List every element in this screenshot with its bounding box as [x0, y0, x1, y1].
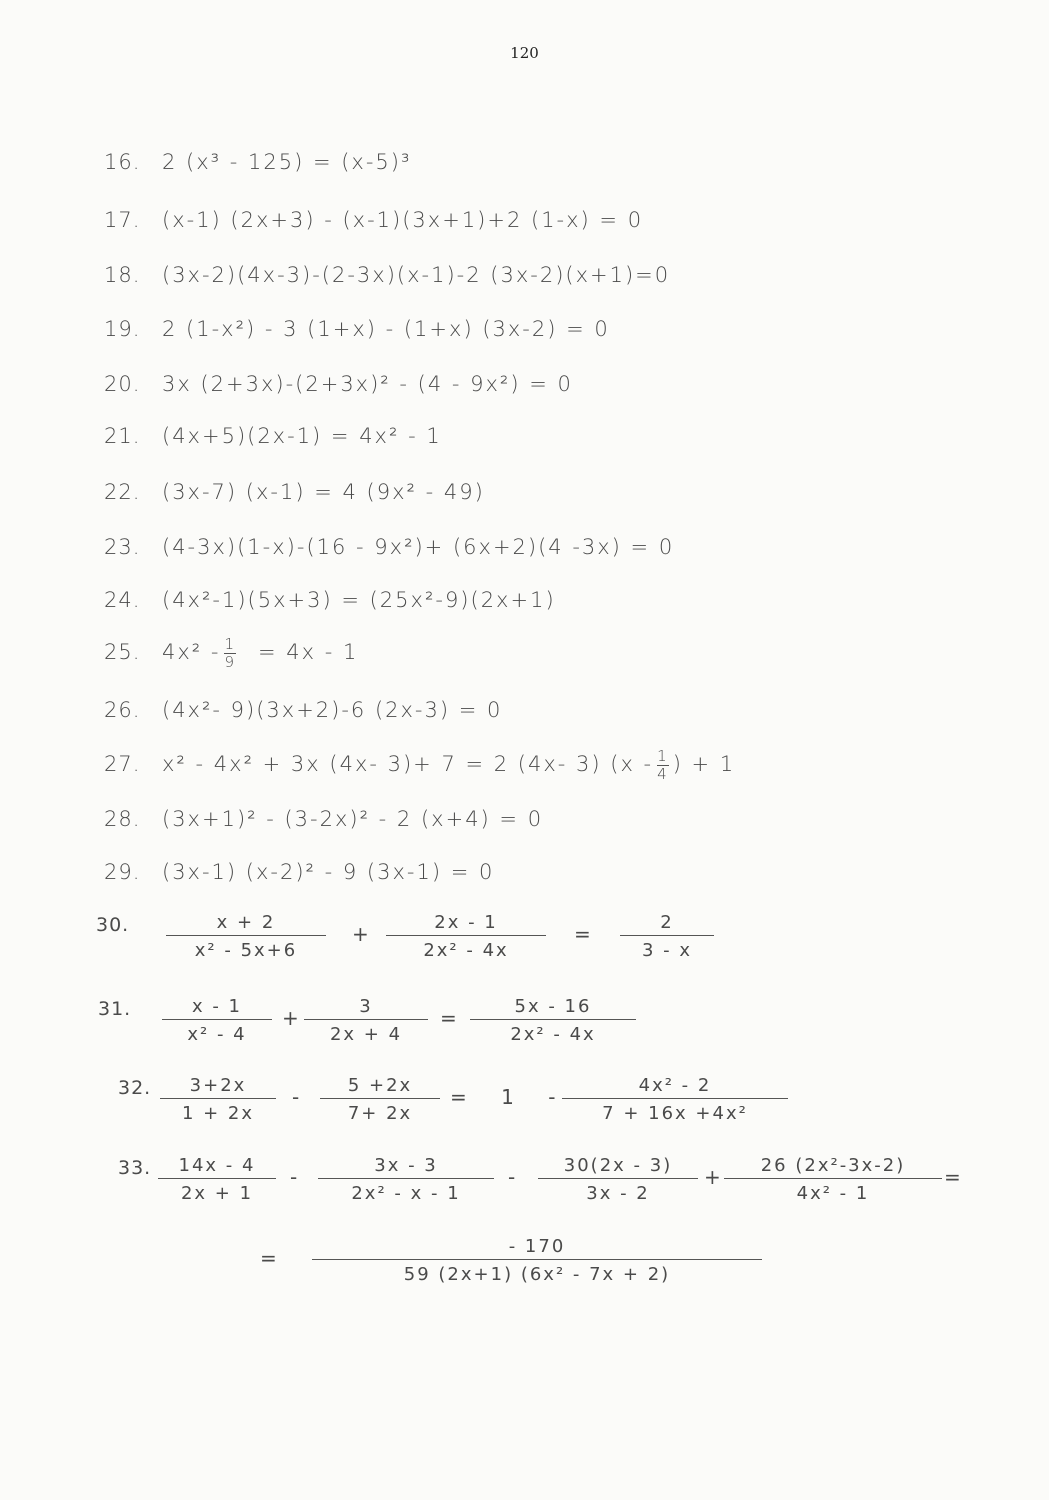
equation-33-result [260, 1236, 780, 1296]
equation-number: 24. [104, 588, 141, 612]
equation-25 [104, 636, 358, 670]
operator: = [440, 1006, 457, 1030]
equation-number: 18. [104, 263, 141, 287]
operator: - [292, 1085, 300, 1109]
fraction-numerator: x - 1 [191, 996, 243, 1017]
fraction-numerator: 4x² - 2 [638, 1075, 712, 1096]
fraction-denominator: 2x + 4 [329, 1024, 403, 1045]
operator: + [704, 1165, 721, 1189]
fraction-denominator: 3x - 2 [586, 1183, 650, 1204]
equation-number: 17. [104, 208, 141, 232]
fraction-numerator: 5 +2x [347, 1075, 413, 1096]
equation-text: 3x (2+3x)-(2+3x)² - (4 - 9x²) = 0 [162, 372, 573, 396]
fraction-denominator: 4 [657, 764, 669, 783]
fraction-numerator: 2 [660, 912, 674, 933]
equation-number: 28. [104, 807, 141, 831]
equation-number: 25. [104, 640, 141, 664]
operator: + [282, 1006, 299, 1030]
fraction-numerator: 3+2x [189, 1075, 247, 1096]
equation-24 [104, 588, 556, 612]
fraction-numerator: 5x - 16 [514, 996, 592, 1017]
equation-number: 23. [104, 535, 141, 559]
fraction-4 [724, 1155, 942, 1204]
equation-number: 22. [104, 480, 141, 504]
equation-text: (4-3x)(1-x)-(16 - 9x²)+ (6x+2)(4 -3x) = 0 [162, 535, 675, 559]
fraction-numerator: 2x - 1 [434, 912, 498, 933]
fraction-numerator: 26 (2x²-3x-2) [760, 1155, 906, 1176]
operator: - [508, 1165, 516, 1189]
fraction-1 [166, 912, 326, 961]
equation-number: 32. [118, 1077, 152, 1099]
operator: = [944, 1165, 961, 1189]
fraction-2 [304, 996, 428, 1045]
fraction-denominator: 59 (2x+1) (6x² - 7x + 2) [403, 1264, 671, 1285]
inline-fraction [224, 636, 236, 670]
equation-17 [104, 208, 643, 232]
fraction-numerator: x + 2 [216, 912, 276, 933]
equation-29 [104, 860, 494, 884]
equation-32 [118, 1075, 798, 1135]
fraction-denominator: 2x² - 4x [510, 1024, 596, 1045]
page-number: 120 [510, 44, 539, 62]
operator: - [290, 1165, 298, 1189]
equation-33 [118, 1155, 963, 1215]
equation-text: 2 (1-x²) - 3 (1+x) - (1+x) (3x-2) = 0 [162, 317, 610, 341]
fraction-numerator: 14x - 4 [178, 1155, 256, 1176]
equation-number: 26. [104, 698, 141, 722]
fraction-numerator: 1 [224, 635, 237, 653]
fraction-2 [318, 1155, 494, 1204]
equation-number: 20. [104, 372, 141, 396]
fraction-numerator: - 170 [508, 1236, 566, 1257]
equation-text-right: = 4x - 1 [258, 640, 359, 664]
equation-28 [104, 807, 543, 831]
equation-text: (4x²- 9)(3x+2)-6 (2x-3) = 0 [162, 698, 503, 722]
equation-number: 21. [104, 424, 141, 448]
equation-text-left: 4x² - [162, 640, 221, 664]
equation-16 [104, 150, 411, 174]
equation-number: 19. [104, 317, 141, 341]
equation-30 [96, 912, 736, 972]
equation-text: (x-1) (2x+3) - (x-1)(3x+1)+2 (1-x) = 0 [162, 208, 644, 232]
fraction-denominator: 9 [224, 652, 237, 671]
equation-21 [104, 424, 442, 448]
operator: = [574, 922, 591, 946]
operator: + [352, 922, 369, 946]
equation-text-left: x² - 4x² + 3x (4x- 3)+ 7 = 2 (4x- 3) (x - [162, 752, 654, 776]
inline-fraction [657, 748, 669, 782]
equation-text: 2 (x³ - 125) = (x-5)³ [162, 150, 412, 174]
fraction-denominator: x² - 5x+6 [194, 940, 298, 961]
equation-text: (4x²-1)(5x+3) = (25x²-9)(2x+1) [162, 588, 556, 612]
equation-text: (4x+5)(2x-1) = 4x² - 1 [162, 424, 442, 448]
fraction-numerator: 3 [359, 996, 373, 1017]
equation-text: (3x-7) (x-1) = 4 (9x² - 49) [162, 480, 485, 504]
fraction-numerator: 30(2x - 3) [563, 1155, 673, 1176]
fraction-1 [160, 1075, 276, 1124]
equation-text: (3x+1)² - (3-2x)² - 2 (x+4) = 0 [162, 807, 544, 831]
fraction-numerator: 3x - 3 [374, 1155, 438, 1176]
fraction-denominator: 2x² - 4x [423, 940, 509, 961]
fraction-denominator: 2x² - x - 1 [351, 1183, 461, 1204]
equation-number: 27. [104, 752, 141, 776]
fraction-3 [620, 912, 714, 961]
fraction-3 [538, 1155, 698, 1204]
equation-22 [104, 480, 485, 504]
equation-number: 16. [104, 150, 141, 174]
fraction-numerator: 1 [657, 747, 669, 765]
equation-number: 33. [118, 1157, 152, 1179]
equation-number: 31. [98, 998, 132, 1020]
equation-text-right: ) + 1 [672, 752, 736, 776]
fraction-denominator: 7+ 2x [347, 1103, 413, 1124]
equation-26 [104, 698, 502, 722]
equation-number: 30. [96, 914, 130, 936]
operator: = [260, 1246, 277, 1270]
fraction-denominator: 4x² - 1 [796, 1183, 870, 1204]
fraction-denominator: 3 - x [641, 940, 693, 961]
fraction-denominator: 2x + 1 [180, 1183, 254, 1204]
fraction-1 [158, 1155, 276, 1204]
equation-20 [104, 372, 573, 396]
fraction-1 [162, 996, 272, 1045]
fraction-2 [386, 912, 546, 961]
equation-31 [98, 996, 658, 1056]
operator: = 1 - [450, 1085, 570, 1109]
equation-text: (3x-2)(4x-3)-(2-3x)(x-1)-2 (3x-2)(x+1)=0 [162, 263, 671, 287]
fraction-denominator: 7 + 16x +4x² [602, 1103, 748, 1124]
fraction-denominator: 1 + 2x [181, 1103, 255, 1124]
fraction-result [312, 1236, 762, 1285]
equation-18 [104, 263, 670, 287]
fraction-3 [470, 996, 636, 1045]
fraction-3 [562, 1075, 788, 1124]
equation-number: 29. [104, 860, 141, 884]
equation-23 [104, 535, 674, 559]
fraction-2 [320, 1075, 440, 1124]
equation-19 [104, 317, 610, 341]
fraction-denominator: x² - 4 [187, 1024, 247, 1045]
equation-27 [104, 748, 735, 782]
equation-text: (3x-1) (x-2)² - 9 (3x-1) = 0 [162, 860, 495, 884]
